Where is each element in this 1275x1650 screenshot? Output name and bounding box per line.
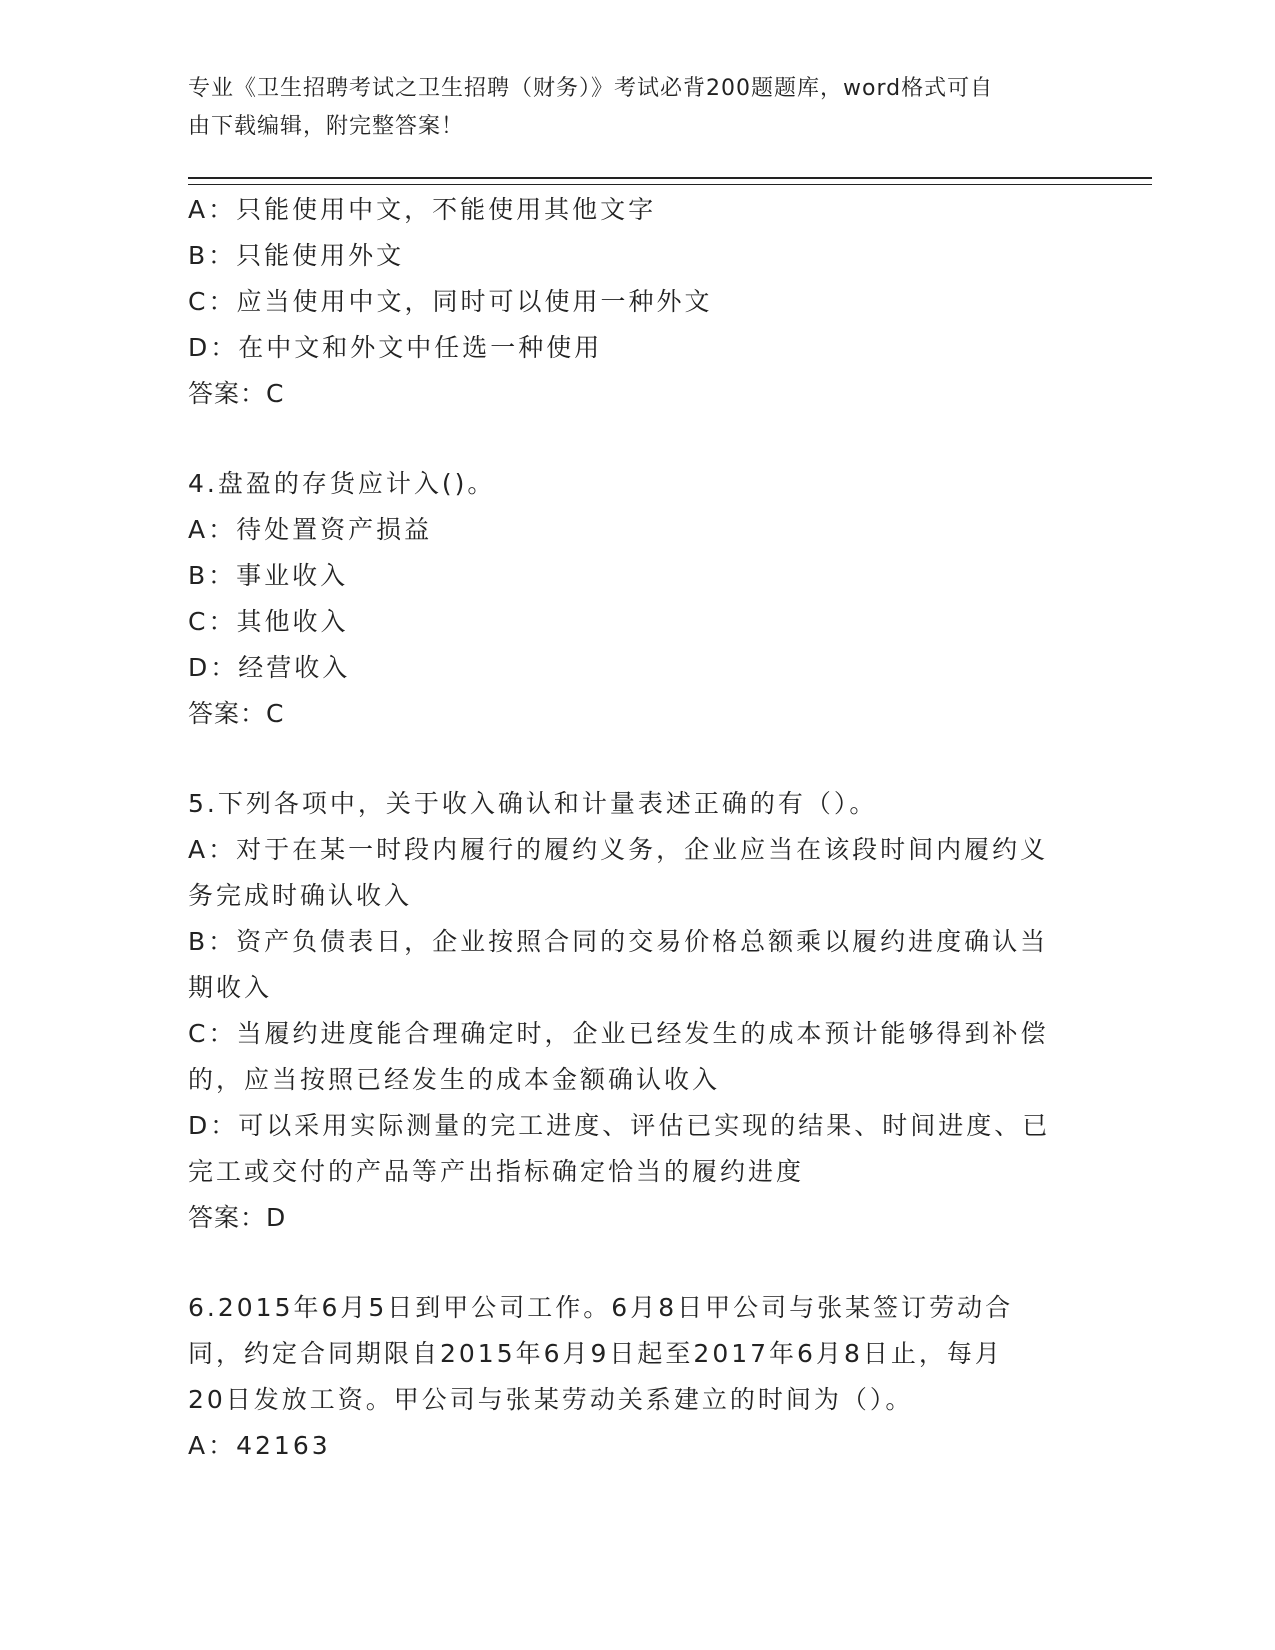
option-d: D：在中文和外文中任选一种使用 (188, 333, 603, 362)
option-a: A：待处置资产损益 (188, 515, 433, 544)
question-gap (188, 737, 1088, 781)
question-stem-line-2: 同，约定合同期限自2015年6月9日起至2017年6月8日止，每月 (188, 1339, 1003, 1368)
option-a-line-1: A：对于在某一时段内履行的履约义务，企业应当在该段时间内履约义 (188, 835, 1049, 864)
question-gap (188, 1241, 1088, 1285)
option-b: B：只能使用外文 (188, 241, 405, 270)
question-6 (188, 1285, 1088, 1469)
option-a-line-2: 务完成时确认收入 (188, 881, 413, 910)
answer: 答案：D (188, 1203, 287, 1232)
option-c: C：应当使用中文，同时可以使用一种外文 (188, 287, 713, 316)
option-a: A：42163 (188, 1431, 331, 1460)
header-line-1: 专业《卫生招聘考试之卫生招聘（财务）》考试必背200题题库，word格式可自 (188, 76, 994, 101)
option-d-line-1: D：可以采用实际测量的完工进度、评估已实现的结果、时间进度、已 (188, 1111, 1051, 1140)
question-stem: 4.盘盈的存货应计入()。 (188, 469, 496, 498)
option-c-line-2: 的，应当按照已经发生的成本金额确认收入 (188, 1065, 721, 1094)
question-4 (188, 461, 1088, 737)
header-line-2: 由下载编辑，附完整答案！ (188, 114, 465, 139)
option-b: B：事业收入 (188, 561, 349, 590)
header-divider-thin (188, 184, 1152, 185)
option-c: C：其他收入 (188, 607, 349, 636)
option-b-line-2: 期收入 (188, 973, 273, 1002)
header-divider-thick (188, 177, 1152, 179)
option-c-line-1: C：当履约进度能合理确定时，企业已经发生的成本预计能够得到补偿 (188, 1019, 1049, 1048)
question-5 (188, 781, 1088, 1241)
option-a: A：只能使用中文，不能使用其他文字 (188, 195, 657, 224)
question-stem-line-1: 6.2015年6月5日到甲公司工作。6月8日甲公司与张某签订劳动合 (188, 1293, 1014, 1322)
document-header (188, 70, 1088, 146)
option-d: D：经营收入 (188, 653, 351, 682)
question-stem: 5.下列各项中，关于收入确认和计量表述正确的有（）。 (188, 789, 878, 818)
answer: 答案：C (188, 379, 285, 408)
option-b-line-1: B：资产负债表日，企业按照合同的交易价格总额乘以履约进度确认当 (188, 927, 1049, 956)
question-stem-line-3: 20日发放工资。甲公司与张某劳动关系建立的时间为（）。 (188, 1385, 914, 1414)
question-3 (188, 187, 1088, 417)
question-content (188, 187, 1088, 1469)
answer: 答案：C (188, 699, 285, 728)
option-d-line-2: 完工或交付的产品等产出指标确定恰当的履约进度 (188, 1157, 805, 1186)
question-gap (188, 417, 1088, 461)
